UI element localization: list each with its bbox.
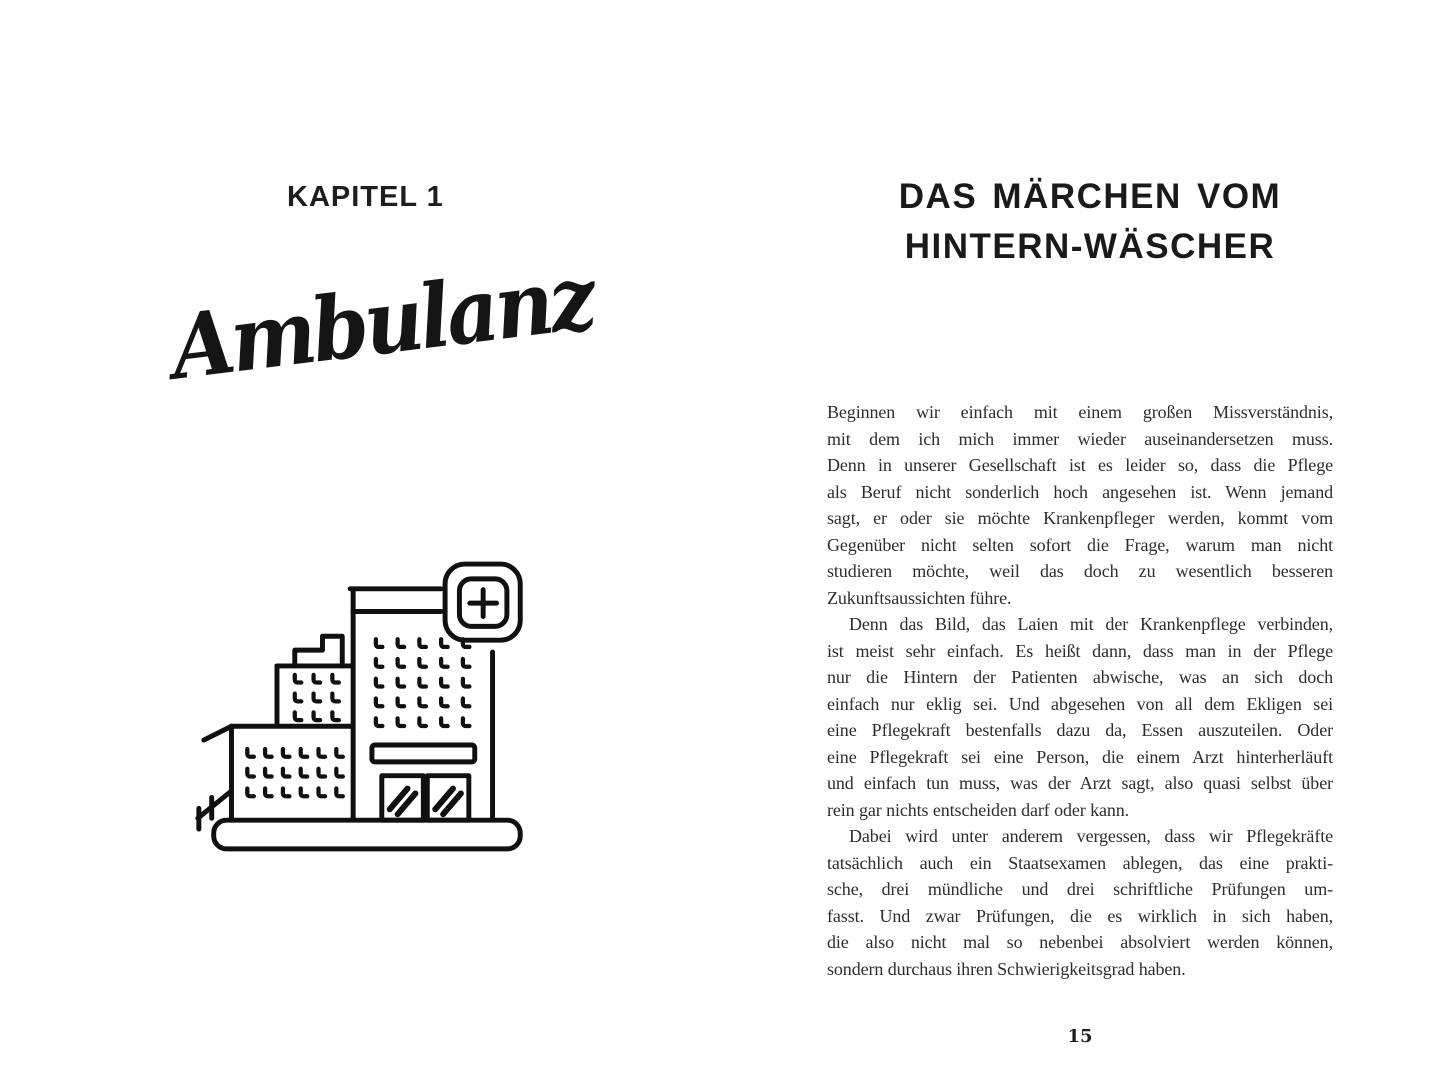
body-line: und einfach tun muss, was der Arzt sagt, also quasi selbst über xyxy=(827,773,1333,793)
body-line: rein gar nichts entscheiden darf oder kann. xyxy=(827,799,1130,820)
body-line: sche, drei mündliche und drei schriftliche Prüfungen um- xyxy=(827,879,1333,899)
window-mark xyxy=(441,718,448,726)
window-mark xyxy=(295,675,302,683)
entrance-doors xyxy=(382,776,469,821)
body-line: sondern durchaus ihren Schwierigkeitsgrad haben. xyxy=(827,958,1186,979)
window-mark xyxy=(441,639,448,647)
body-line: mit dem ich mich immer wieder auseinandersetzen muss. xyxy=(827,428,1333,449)
window-mark xyxy=(247,749,254,757)
body-line: Gegenüber nicht selten sofort die Frage, warum man nicht xyxy=(827,534,1333,555)
window-mark xyxy=(319,749,326,757)
right-page xyxy=(722,0,1445,1090)
window-mark xyxy=(419,639,426,647)
window-mark xyxy=(283,769,290,777)
front-building xyxy=(204,726,353,820)
railing xyxy=(198,793,230,830)
body-line: ist meist sehr einfach. Es heißt dann, dass man in der Pflege xyxy=(827,640,1333,661)
window-mark xyxy=(319,789,326,797)
body-line: eine Pflegekraft sei eine Person, die einem Arzt hinterherläuft xyxy=(827,746,1333,767)
window-mark xyxy=(419,699,426,707)
window-mark xyxy=(419,718,426,726)
window-mark xyxy=(301,749,308,757)
page-number: 15 xyxy=(1067,1026,1093,1047)
body-line: Denn das Bild, das Laien mit der Krankenpflege verbinden, xyxy=(849,614,1333,634)
chapter-title xyxy=(837,172,1343,272)
window-mark xyxy=(441,699,448,707)
body-line: die also nicht mal so nebenbei absolviert werden können, xyxy=(827,932,1333,952)
window-mark xyxy=(398,679,405,687)
window-mark xyxy=(332,712,339,720)
body-line: sagt, er oder sie möchte Krankenpfleger werden, kommt vom xyxy=(827,508,1333,528)
window-mark xyxy=(295,694,302,702)
sign-band xyxy=(372,745,475,762)
body-line: Beginnen wir einfach mit einem großen Missverständnis, xyxy=(827,402,1333,422)
window-mark xyxy=(376,639,383,647)
window-mark xyxy=(376,718,383,726)
window-mark xyxy=(283,749,290,757)
window-mark xyxy=(463,659,470,667)
window-mark xyxy=(398,659,405,667)
window-mark xyxy=(398,639,405,647)
window-mark xyxy=(463,679,470,687)
base-platform xyxy=(214,820,521,849)
window-mark xyxy=(463,718,470,726)
window-mark xyxy=(247,769,254,777)
body-text xyxy=(827,399,1333,982)
window-mark xyxy=(419,659,426,667)
body-line: studieren möchte, weil das doch zu wesentlich besseren xyxy=(827,561,1333,581)
window-mark xyxy=(247,789,254,797)
window-mark xyxy=(376,659,383,667)
body-line: einfach nur eklig sei. Und abgesehen von all dem Ekligen sei xyxy=(827,693,1333,714)
body-line: Zukunftsaussichten führe. xyxy=(827,587,1012,608)
body-line: Denn in unserer Gesellschaft ist es leider so, dass die Pflege xyxy=(827,455,1333,475)
body-line: nur die Hintern der Patienten abwische, was an sich doch xyxy=(827,667,1333,687)
window-mark xyxy=(336,789,343,797)
window-mark xyxy=(265,769,272,777)
window-mark xyxy=(301,789,308,797)
window-mark xyxy=(332,675,339,683)
window-mark xyxy=(283,789,290,797)
window-mark xyxy=(398,699,405,707)
window-mark xyxy=(376,679,383,687)
window-mark xyxy=(463,699,470,707)
chapter-title-line-2: HINTERN-WÄSCHER xyxy=(904,227,1276,266)
window-mark xyxy=(441,659,448,667)
medical-cross-badge xyxy=(445,564,520,640)
window-mark xyxy=(419,679,426,687)
left-page xyxy=(0,0,722,1090)
body-line: als Beruf nicht sonderlich hoch angesehen ist. Wenn jemand xyxy=(827,481,1333,502)
window-mark xyxy=(314,694,321,702)
window-mark xyxy=(336,769,343,777)
middle-building-windows xyxy=(295,675,339,720)
chapter-title-line-1: DAS MÄRCHEN VOM xyxy=(898,177,1282,216)
main-building-windows xyxy=(376,639,470,726)
window-mark xyxy=(332,694,339,702)
window-mark xyxy=(295,712,302,720)
body-line: Dabei wird unter anderem vergessen, dass wir Pflegekräfte xyxy=(849,826,1333,846)
body-line: fasst. Und zwar Prüfungen, die es wirklich in sich haben, xyxy=(827,905,1333,926)
hospital-building-icon xyxy=(186,550,542,857)
body-line: eine Pflegekraft bestenfalls dazu da, Essen auszuteilen. Oder xyxy=(827,720,1333,740)
window-mark xyxy=(441,679,448,687)
middle-building xyxy=(277,636,353,725)
body-line: tatsächlich auch ein Staatsexamen ablegen, das eine prakti- xyxy=(827,852,1333,873)
window-mark xyxy=(398,718,405,726)
chapter-script-title: Ambulanz xyxy=(165,244,598,400)
window-mark xyxy=(314,712,321,720)
window-mark xyxy=(376,699,383,707)
window-mark xyxy=(319,769,326,777)
window-mark xyxy=(301,769,308,777)
main-building xyxy=(350,589,492,820)
window-mark xyxy=(265,789,272,797)
window-mark xyxy=(314,675,321,683)
window-mark xyxy=(265,749,272,757)
window-mark xyxy=(336,749,343,757)
front-building-windows xyxy=(247,749,343,796)
chapter-kicker: KAPITEL 1 xyxy=(287,181,444,213)
